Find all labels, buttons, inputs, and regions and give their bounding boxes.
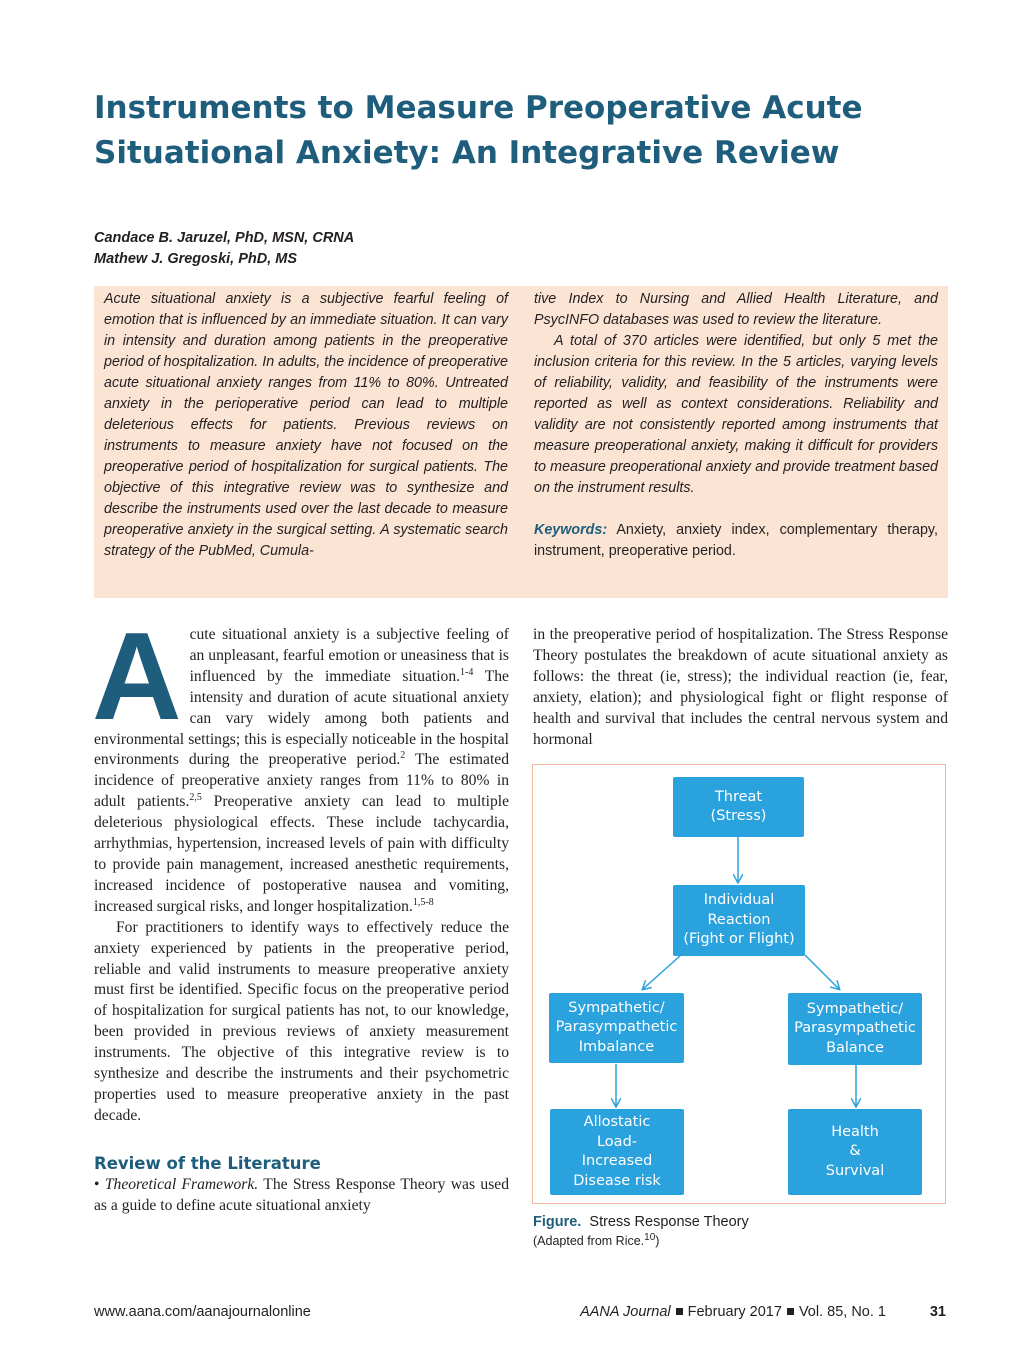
node-individual-reaction — [673, 885, 805, 956]
subheading-label: Theoretical Framework. — [104, 1175, 259, 1193]
node-line: Sympathetic/ — [806, 1000, 904, 1017]
node-allostatic-load — [550, 1109, 684, 1195]
drop-cap: A — [92, 608, 182, 746]
node-line: (Stress) — [710, 808, 767, 824]
body-paragraph-3 — [94, 1175, 509, 1217]
node-line: Reaction — [707, 911, 771, 928]
ref-sup: 2 — [400, 750, 406, 762]
journal-name: AANA Journal — [580, 1304, 671, 1320]
node-line: & — [849, 1143, 861, 1160]
article-title: Instruments to Measure Preoperative Acute Situational Anxiety: An Integrative Review — [94, 90, 863, 171]
caption-source-close: ) — [655, 1234, 660, 1248]
arrow-reaction-to-imbalance — [643, 955, 681, 989]
caption-source-text: (Adapted from Rice. — [533, 1234, 645, 1248]
node-line: Allostatic — [583, 1114, 651, 1130]
body-left-column — [92, 608, 510, 1217]
abstract-paragraph-2: tive Index to Nursing and Allied Health Literature, and PsycINFO databases was used to review the literature. — [534, 291, 938, 328]
node-line: (Fight or Flight) — [683, 931, 795, 948]
abstract — [94, 286, 948, 598]
ref-sup: 1-4 — [460, 666, 474, 678]
node-line: Health — [831, 1123, 879, 1140]
caption-source — [533, 1232, 947, 1251]
node-health-survival — [788, 1109, 922, 1195]
abstract-paragraph-3: A total of 370 articles were identified, but only 5 met the inclusion criteria for this review. In the 5 articles, varying levels of reliability, validity, and feasibility of the instruments were reported as well as context considerations. Reliability and validity are not consistently reported among instruments that measure preoperational anxiety, making it difficult for providers to measure preoperational anxiety and provide treatment based on the instrument results. — [534, 333, 938, 496]
page-footer — [94, 1304, 946, 1324]
node-line: Increased — [581, 1153, 653, 1169]
separator-square-icon — [787, 1308, 794, 1315]
intro-text-4: Preoperative anxiety can lead to multiple deleterious physiological effects. These include tachycardia, arrhythmias, hypertension, increased levels of pain with difficulty to provide pain management, increased anesthetic requirements, increased incidence of postoperative nausea and vomiting, increased surgical risks, and longer hospitalization. — [94, 793, 509, 915]
keywords-label: Keywords: — [534, 522, 608, 538]
journal-url[interactable]: www.aana.com/aanajournalonline — [94, 1304, 311, 1320]
node-line: Parasympathetic — [555, 1019, 678, 1036]
intro-text-1: cute situational anxiety is a subjective feeling of an unpleasant, fearful emotion or uneasiness that is influenced by the immediate situation. — [189, 626, 509, 685]
author-list — [94, 228, 354, 270]
body-paragraph-2: For practitioners to identify ways to effectively reduce the anxiety experienced by patients in the preoperative period, reliable and valid instruments to measure preoperative anxiety must first be identified. Specific focus on the preoperative period of hospitalization for surgical patients has not, to our knowledge, been provided in previous reviews of anxiety measurement instruments. The objective of this integrative review is to synthesize and describe the instruments and their psychometric properties used to measure preoperative anxiety in the past decade. — [94, 918, 509, 1124]
ref-sup: 1,5-8 — [412, 896, 434, 908]
node-imbalance — [549, 993, 684, 1063]
node-line: Balance — [826, 1039, 884, 1056]
body-right-column — [533, 625, 948, 750]
ref-sup: 10 — [644, 1231, 656, 1243]
intro-paragraph — [92, 608, 510, 918]
abstract-right-column — [534, 289, 938, 562]
node-line: Imbalance — [578, 1038, 655, 1055]
keywords-text: Anxiety, anxiety index, complementary therapy, instrument, preoperative period. — [534, 522, 938, 559]
issue-date: February 2017 — [687, 1304, 782, 1320]
node-line: Disease risk — [573, 1172, 661, 1189]
keywords — [534, 520, 938, 562]
figure — [532, 764, 946, 1204]
node-line: Sympathetic/ — [568, 999, 665, 1016]
intro-text-2: The intensity and duration of acute situational anxiety can vary widely among both patients and environmental settings; this is especially noticeable in the hospital environments during the preoperative period. — [94, 667, 509, 769]
section-heading: Review of the Literature — [94, 1153, 321, 1173]
bullet: • — [94, 1175, 100, 1193]
intro-text-3: The estimated incidence of preoperative anxiety ranges from 11% to 80% in adult patients. — [94, 751, 510, 811]
node-balance — [788, 993, 922, 1065]
volume-info: Vol. 85, No. 1 — [798, 1304, 886, 1320]
figure-caption — [533, 1213, 947, 1251]
node-line: Threat — [714, 788, 763, 805]
node-line: Parasympathetic — [794, 1020, 916, 1037]
ref-sup: 2,5 — [189, 792, 202, 804]
author-1: Candace B. Jaruzel, PhD, MSN, CRNA — [94, 230, 355, 246]
node-threat — [673, 777, 804, 837]
separator-square-icon — [676, 1308, 683, 1315]
caption-label: Figure. — [533, 1214, 582, 1230]
node-line: Individual — [703, 892, 775, 909]
arrow-reaction-to-balance — [805, 955, 839, 989]
body-paragraph-3-text: The Stress Response Theory was used as a guide to define acute situational anxiety — [94, 1175, 510, 1214]
abstract-paragraph-1: Acute situational anxiety is a subjective fearful feeling of emotion that is influenced by an immediate situation. It can vary in intensity and duration among patients in the preoperative period of hospitalization. In adults, the incidence of preoperative acute situational anxiety ranges from 11% to 80%. Untreated anxiety in the perioperative period can lead to multiple deleterious effects for patients. Previous reviews on instruments to measure anxiety have not focused on the preoperative period of hospitalization for surgical patients. The objective of this integrative review was to synthesize and describe the instruments used over the last decade to measure preoperative anxiety in the surgical setting. A systematic search strategy of the PubMed, Cumula- — [104, 291, 508, 559]
body-paragraph-right: in the preoperative period of hospitalization. The Stress Response Theory postulates the breakdown of acute situational anxiety as follows: the threat (ie, stress); the individual reaction (ie, fear, anxiety, elation); and physiological fight or flight response of health and survival that includes the central nervous system and hormonal — [533, 626, 948, 748]
caption-text: Stress Response Theory — [589, 1214, 749, 1230]
abstract-left-column — [104, 289, 508, 562]
node-line: Survival — [825, 1162, 885, 1179]
journal-citation — [580, 1304, 886, 1320]
node-line: Load- — [596, 1133, 638, 1150]
page-number: 31 — [929, 1304, 946, 1320]
author-2: Mathew J. Gregoski, PhD, MS — [94, 251, 298, 267]
